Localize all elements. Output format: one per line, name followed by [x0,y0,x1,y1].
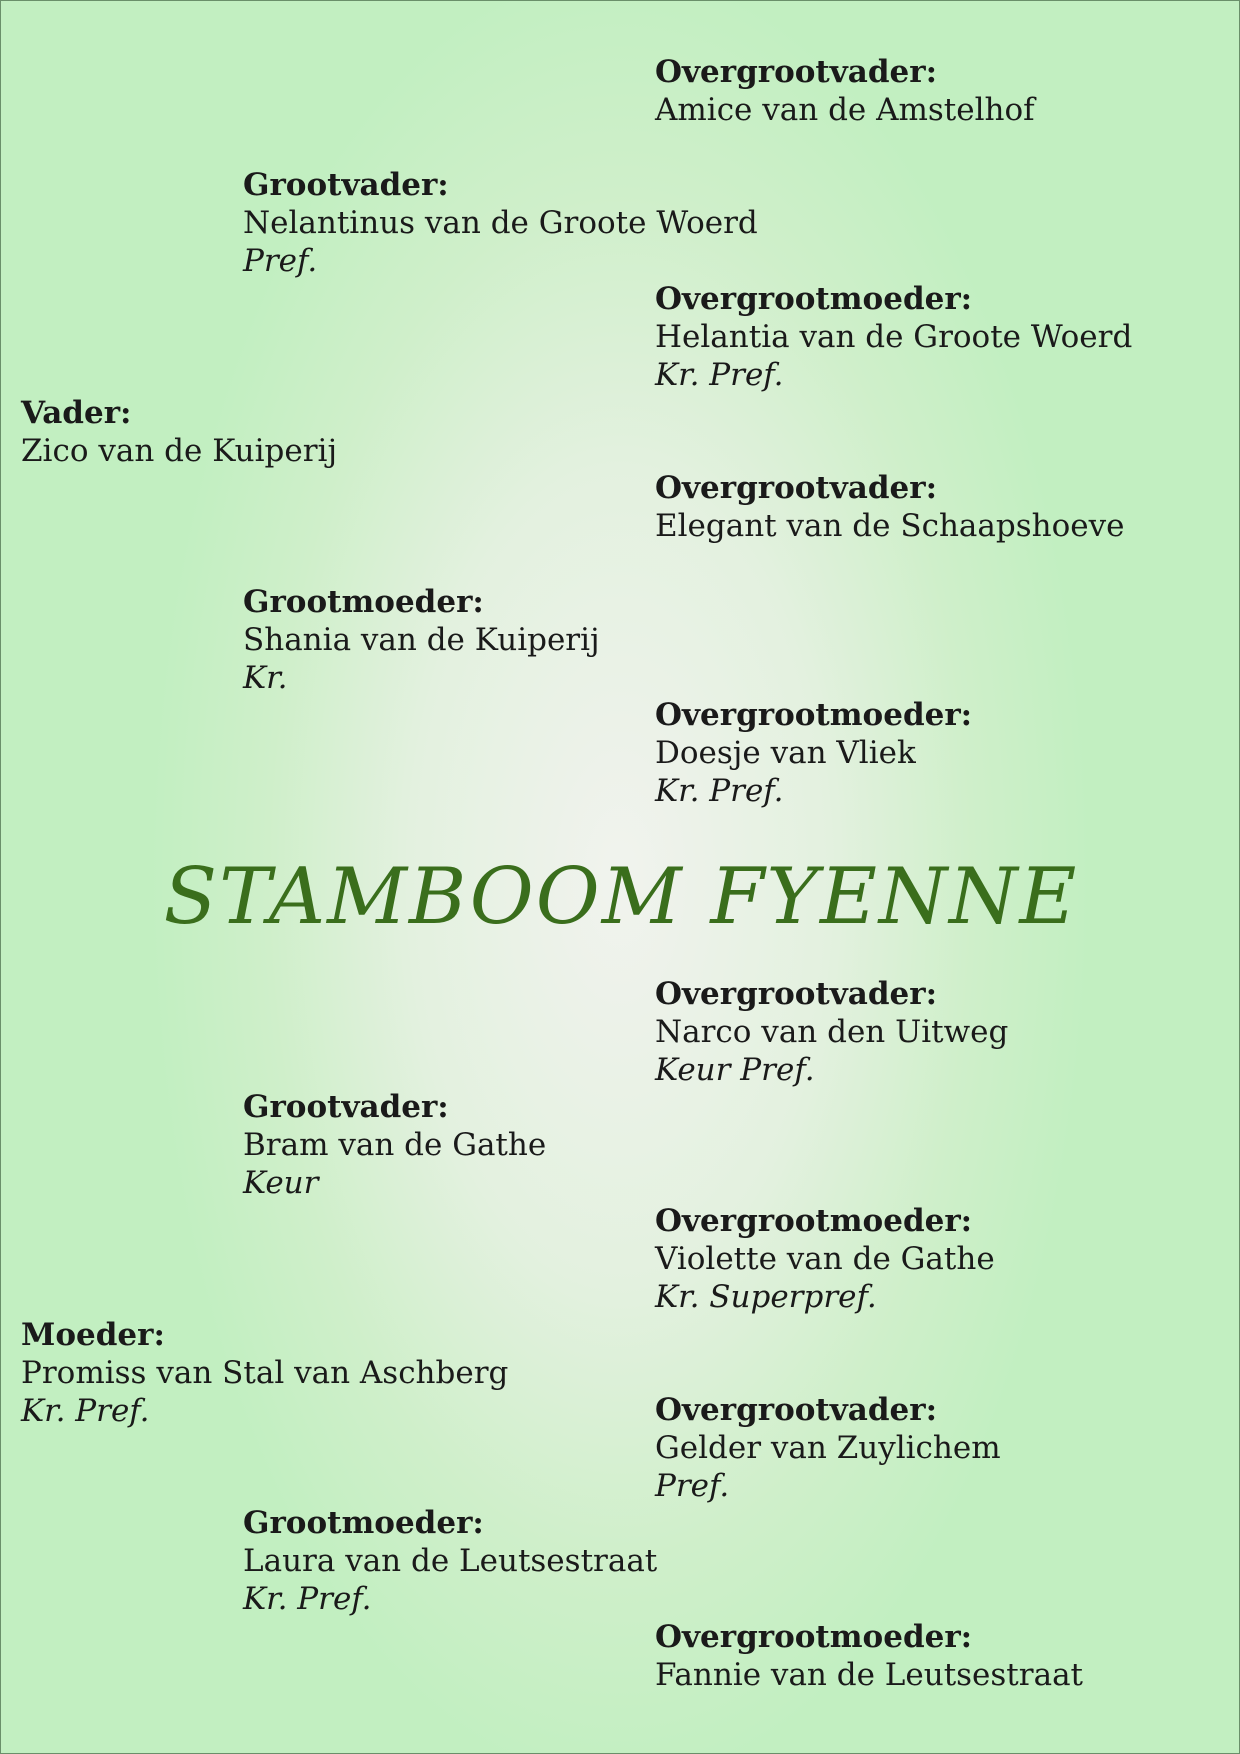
maternal-grandfather [243,1088,546,1202]
animal-name: Shania van de Kuiperij [243,622,600,658]
role-label: Overgrootvader: [655,54,938,90]
animal-name: Gelder van Zuylichem [655,1430,1001,1466]
paternal-great-grandfather-1 [655,53,1035,129]
role-label: Grootvader: [243,167,449,203]
role-label: Moeder: [21,1317,165,1353]
maternal-great-grandfather-1 [655,975,1008,1089]
role-label: Overgrootvader: [655,976,938,1012]
animal-name: Doesje van Vliek [655,735,916,771]
father [21,394,337,470]
paternal-grandmother [243,583,600,697]
role-label: Grootmoeder: [243,584,484,620]
maternal-grandmother [243,1504,657,1618]
role-label: Overgrootmoeder: [655,281,973,317]
animal-name: Zico van de Kuiperij [21,433,338,469]
animal-name: Fannie van de Leutsestraat [655,1657,1084,1693]
role-label: Overgrootvader: [655,470,938,506]
role-label: Overgrootmoeder: [655,1203,973,1239]
animal-name: Amice van de Amstelhof [655,92,1035,128]
role-label: Grootvader: [243,1089,449,1125]
predicate: Kr. [243,660,288,696]
predicate: Pref. [243,243,318,279]
predicate: Keur Pref. [655,1052,815,1088]
predicate: Kr. Pref. [655,773,784,809]
paternal-great-grandmother-1 [655,280,1132,394]
paternal-great-grandmother-2 [655,696,972,810]
mother [21,1316,508,1430]
paternal-grandfather [243,166,758,280]
animal-name: Promiss van Stal van Aschberg [21,1355,509,1391]
role-label: Overgrootmoeder: [655,697,973,733]
predicate: Kr. Pref. [243,1581,372,1617]
animal-name: Violette van de Gathe [655,1241,995,1277]
predicate: Keur [243,1165,319,1201]
role-label: Overgrootmoeder: [655,1619,973,1655]
predicate: Kr. Pref. [655,357,784,393]
role-label: Overgrootvader: [655,1392,938,1428]
animal-name: Narco van den Uitweg [655,1014,1009,1050]
maternal-great-grandmother-1 [655,1202,995,1316]
maternal-great-grandmother-2 [655,1618,1083,1694]
page-title: STAMBOOM FYENNE [163,852,1079,942]
animal-name: Elegant van de Schaapshoeve [655,508,1125,544]
animal-name: Laura van de Leutsestraat [243,1543,658,1579]
animal-name: Helantia van de Groote Woerd [655,319,1133,355]
maternal-great-grandfather-2 [655,1391,1001,1505]
predicate: Kr. Superpref. [655,1279,877,1315]
animal-name: Nelantinus van de Groote Woerd [243,205,758,241]
animal-name: Bram van de Gathe [243,1127,547,1163]
predicate: Pref. [655,1468,730,1504]
predicate: Kr. Pref. [21,1393,150,1429]
paternal-great-grandfather-2 [655,469,1124,545]
role-label: Grootmoeder: [243,1505,484,1541]
role-label: Vader: [21,395,132,431]
